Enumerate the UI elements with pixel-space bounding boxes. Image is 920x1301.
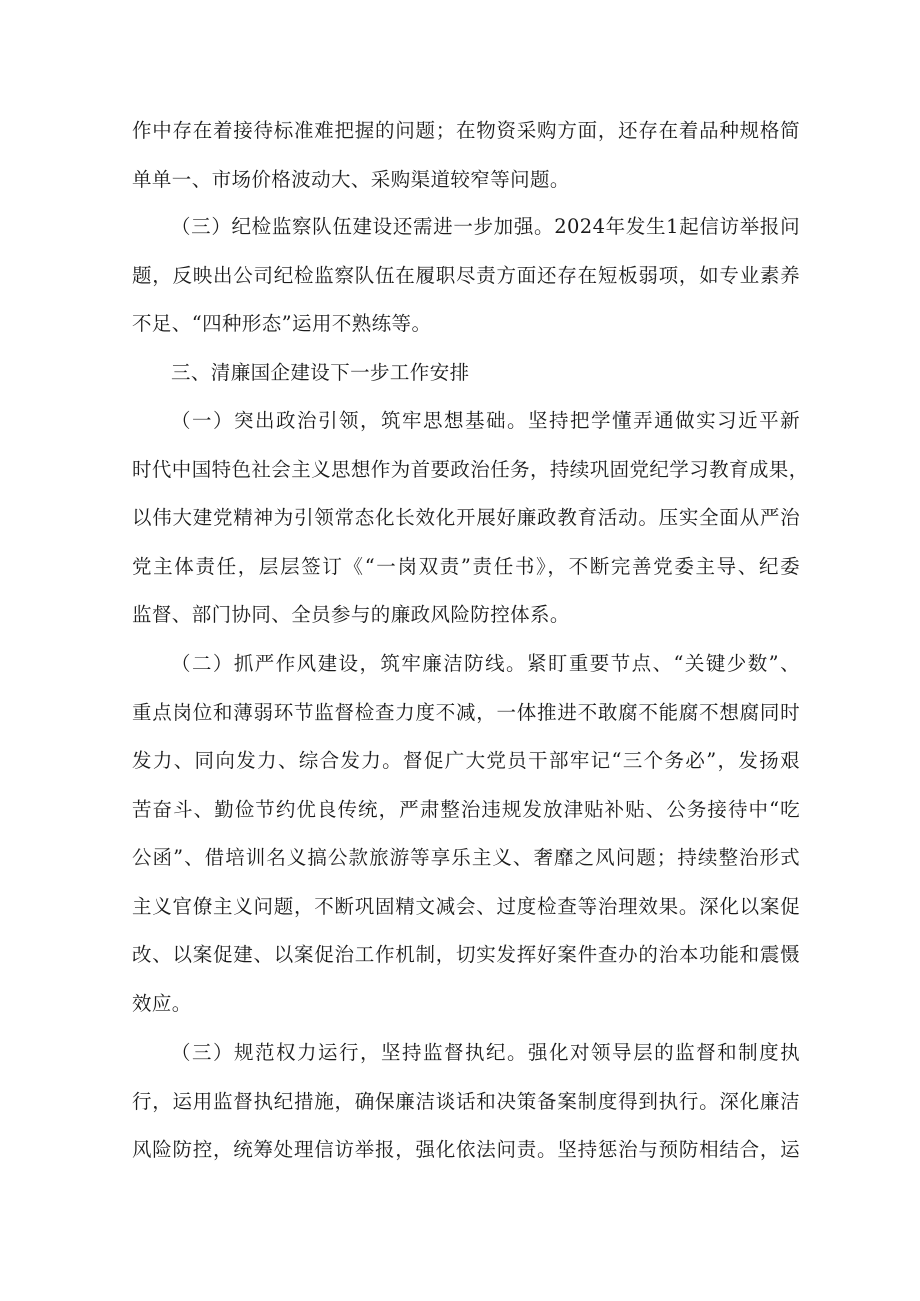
text-line: 重点岗位和薄弱环节监督检查力度不减，一体推进不敢腐不能腐不想腐同时 xyxy=(132,700,800,724)
text-line: 公函”、借培训名义搞公款旅游等享乐主义、奢靡之风问题；持续整治形式 xyxy=(132,846,800,869)
text-line: 改、以案促建、以案促治工作机制，切实发挥好案件查办的治本功能和震慑 xyxy=(132,943,800,966)
text-line: 以伟大建党精神为引领常态化长效化开展好廉政教育活动。压实全面从严治 xyxy=(132,506,800,529)
text-line: 效应。 xyxy=(132,991,192,1015)
text-line: （三）纪检监察队伍建设还需进一步加强。2024年发生1起信访举报问 xyxy=(171,215,800,238)
text-line: 单单一、市场价格波动大、采购渠道较窄等问题。 xyxy=(132,167,570,191)
text-line: 行，运用监督执纪措施，确保廉洁谈话和决策备案制度得到执行。深化廉洁 xyxy=(132,1089,800,1113)
text-line: （三）规范权力运行，坚持监督执纪。强化对领导层的监督和制度执 xyxy=(171,1041,800,1064)
paragraph-5 xyxy=(132,640,800,1028)
text-line: 题，反映出公司纪检监察队伍在履职尽责方面还存在短板弱项，如专业素养 xyxy=(132,263,800,287)
text-line: 不足、“四种形态”运用不熟练等。 xyxy=(132,312,432,335)
paragraph-4 xyxy=(132,397,809,640)
text-line: 主义官僚主义问题，不断巩固精文减会、过度检查等治理效果。深化以案促 xyxy=(132,894,800,918)
paragraph-1 xyxy=(132,107,800,204)
paragraph-2 xyxy=(132,203,800,349)
text-line: 党主体责任，层层签订《“一岗双责”责任书》，不断完善党委主导、纪委 xyxy=(132,554,800,578)
text-line: （一）突出政治引领，筑牢思想基础。坚持把学懂弄通做实习近平新 xyxy=(171,409,800,432)
text-line: （二）抓严作风建设，筑牢廉洁防线。紧盯重要节点、“关键少数”、 xyxy=(171,652,800,675)
text-line: 发力、同向发力、综合发力。督促广大党员干部牢记“三个务必”，发扬艰 xyxy=(132,749,800,772)
text-line: 苦奋斗、勤俭节约优良传统，严肃整治违规发放津贴补贴、公务接待中“吃 xyxy=(132,797,800,821)
text-line: 时代中国特色社会主义思想作为首要政治任务，持续巩固党纪学习教育成果， xyxy=(132,457,809,481)
heading-text: 三、清廉国企建设下一步工作安排 xyxy=(171,361,470,384)
text-line: 监督、部门协同、全员参与的廉政风险防控体系。 xyxy=(132,603,570,626)
section-heading xyxy=(132,349,800,398)
text-line: 作中存在着接待标准难把握的问题；在物资采购方面，还存在着品种规格简 xyxy=(132,119,800,142)
paragraph-6 xyxy=(132,1029,800,1175)
text-line: 风险防控，统筹处理信访举报，强化依法问责。坚持惩治与预防相结合，运 xyxy=(132,1138,800,1161)
